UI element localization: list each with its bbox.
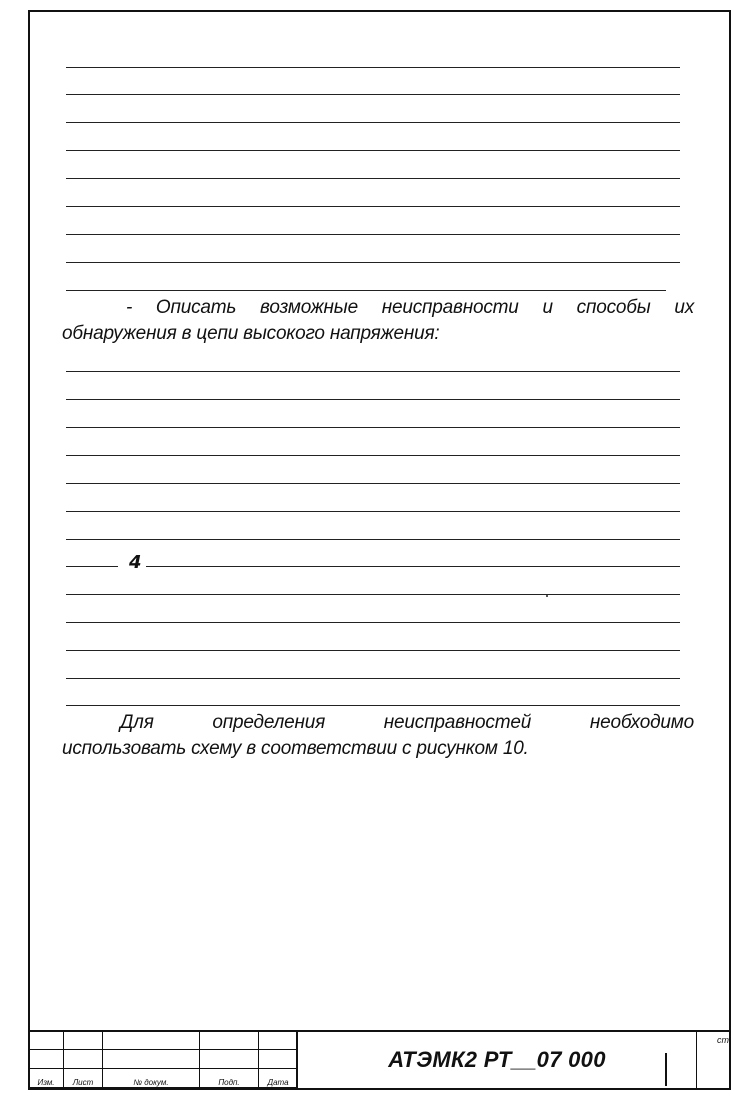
handwritten-number: 4 <box>129 552 142 573</box>
sheet-label: ст <box>717 1035 729 1045</box>
sheet-number-mark <box>665 1053 667 1086</box>
answer-line <box>66 94 680 95</box>
answer-line <box>66 262 680 263</box>
answer-line <box>66 566 118 567</box>
answer-line <box>66 122 680 123</box>
answer-line <box>66 150 680 151</box>
answer-line <box>66 206 680 207</box>
sheet-number-cell <box>694 1030 731 1090</box>
answer-line <box>66 427 680 428</box>
task-paragraph <box>62 295 694 347</box>
col-signature: Подп. <box>200 1069 259 1088</box>
col-sheet: Лист <box>64 1069 103 1088</box>
answer-line <box>66 511 680 512</box>
answer-line <box>66 234 680 235</box>
answer-line <box>66 455 680 456</box>
page-frame <box>28 10 731 1090</box>
answer-line <box>66 650 680 651</box>
answer-line <box>66 678 680 679</box>
answer-line <box>146 566 680 567</box>
answer-line <box>66 539 680 540</box>
col-change: Изм. <box>29 1069 64 1088</box>
answer-line <box>66 622 680 623</box>
col-doc-no: № докум. <box>103 1069 200 1088</box>
answer-line <box>66 705 680 706</box>
task-line-1: - Описать возможные неисправности и способы их <box>126 297 694 318</box>
answer-line <box>66 399 680 400</box>
answer-line <box>66 290 666 291</box>
note-line-2: использовать схему в соответствии с рисунком 10. <box>62 738 529 759</box>
answer-line <box>66 178 680 179</box>
task-line-2: обнаружения в цепи высокого напряжения: <box>62 323 440 344</box>
title-block <box>28 1030 731 1090</box>
answer-line <box>66 371 680 372</box>
stray-dot <box>546 595 548 597</box>
document-designation: АТЭМК2 РТ__07 000 <box>296 1030 697 1090</box>
answer-line <box>66 483 680 484</box>
revision-table <box>28 1030 298 1088</box>
answer-line <box>66 67 680 68</box>
note-line-1: Для определения неисправностей необходимо <box>120 712 694 733</box>
note-paragraph <box>62 710 694 762</box>
answer-line <box>66 594 680 595</box>
col-date: Дата <box>259 1069 298 1088</box>
